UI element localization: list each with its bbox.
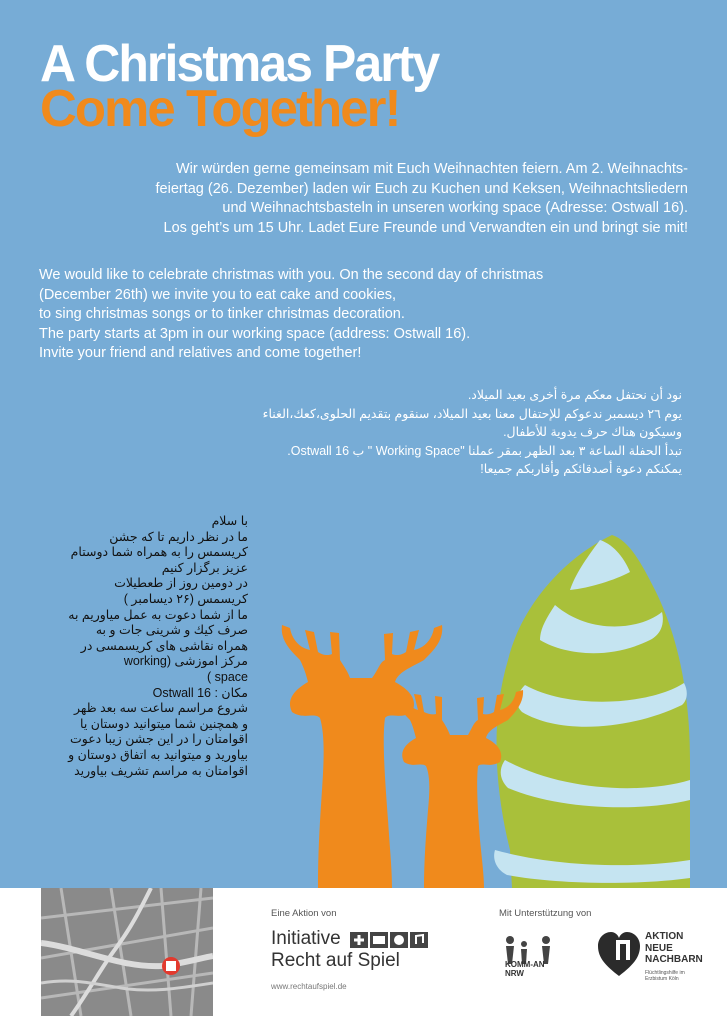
persian-line: اقوامتان به مراسم تشریف بیاورید	[74, 763, 248, 778]
komm-an-line-1: KOMM-AN	[505, 960, 545, 969]
initiative-line-1: Initiative	[271, 928, 341, 949]
arabic-line: تبدأ الحفلة الساعة ٣ بعد الظهر بمقر عملنا "Working Space " ب Ostwall 16.	[287, 443, 682, 458]
arabic-line: نود أن نحتفل معكم مرة أخرى بعيد الميلاد.	[467, 388, 682, 402]
title-line-1: A Christmas Party	[40, 35, 439, 93]
support-label: Mit Unterstützung von	[499, 908, 592, 919]
initiative-line-2: Recht auf Spiel	[271, 950, 400, 971]
komm-an-label	[505, 960, 545, 978]
aktion-neue-nachbarn-text	[645, 931, 703, 966]
persian-line: با سلام	[211, 514, 248, 528]
persian-line: و همچنین شما میتوانید دوستان یا	[80, 716, 248, 731]
persian-line: صرف کیك و شرینی جات و به	[95, 623, 248, 638]
english-line: (December 26th) we invite you to eat cake and cookies,	[39, 286, 397, 303]
persian-line: مکان : Ostwall 16	[152, 685, 248, 700]
ann-line-1: AKTION	[645, 931, 684, 942]
persian-line: کریسمس (۲۶ دیسامبر )	[123, 591, 248, 606]
footer	[0, 888, 727, 1027]
title-line-2: Come Together!	[40, 80, 400, 138]
komm-an-line-2: NRW	[505, 969, 524, 978]
aktion-neue-nachbarn-logo	[596, 930, 642, 978]
german-line: feiertag (26. Dezember) laden wir Euch zu Kuchen und Keksen, Weihnachtsliedern	[155, 180, 688, 197]
german-line: und Weihnachtsbasteln in unseren working space (Adresse: Ostwall 16).	[222, 200, 688, 216]
ann-line-3: NACHBARN	[645, 954, 703, 965]
english-line: Invite your friend and relatives and come together!	[39, 345, 362, 361]
persian-line: space )	[207, 669, 248, 684]
reindeer-illustration	[282, 625, 523, 888]
persian-line: در دومین روز از طعطیلات	[114, 576, 248, 591]
christmas-tree-illustration	[494, 535, 690, 888]
english-line: We would like to celebrate christmas with you. On the second day of christmas	[39, 267, 544, 283]
persian-line: همراه نقاشی های کریسمسی در	[80, 638, 248, 653]
persian-line: شروع مراسم ساعت سه بعد ظهر	[74, 701, 248, 716]
german-line: Wir würden gerne gemeinsam mit Euch Weihnachten feiern. Am 2. Weihnachts-	[175, 161, 688, 177]
persian-line: بیاورید و میتوانید به اتفاق دوستان و	[68, 747, 248, 762]
arabic-line: وسيكون هناك حرف يدوية للأطفال.	[503, 425, 682, 439]
city-map	[41, 888, 213, 1016]
persian-line: مرکز اموزشی (working	[123, 654, 248, 669]
german-line: Los geht’s um 15 Uhr. Ladet Eure Freunde und Verwandten ein und bringt sie mit!	[163, 219, 688, 236]
english-line: to sing christmas songs or to tinker christmas decoration.	[39, 306, 405, 322]
persian-line: کریسمس را به همراه شما دوستام	[70, 545, 248, 560]
initiative-url: www.rechtaufspiel.de	[271, 982, 347, 991]
english-line: The party starts at 3pm in our working space (address: Ostwall 16).	[39, 325, 471, 342]
ann-line-2: NEUE	[645, 942, 673, 954]
persian-line: اقوامتان را در این جشن زیبا دعوت	[70, 732, 248, 747]
persian-line: عزیز برگزار کنیم	[161, 560, 248, 575]
persian-line: ما در نظر داریم تا که جشن	[109, 529, 248, 544]
arabic-line: يمكنكم دعوة أصدقائكم وأقاربكم جميعا!	[480, 462, 682, 476]
action-label: Eine Aktion von	[271, 908, 337, 919]
persian-line: ما از شما دعوت به عمل میاوریم به	[68, 607, 248, 622]
arabic-line: يوم ٢٦ ديسمبر ندعوكم للإحتفال معنا بعيد الميلاد، سنقوم بتقديم الحلوى،كعك،الغناء	[262, 406, 682, 421]
initiative-icons	[350, 931, 430, 949]
aktion-neue-nachbarn-subtitle: Flüchtlingshilfe im Erzbistum Köln	[645, 970, 685, 982]
persian-paragraph	[28, 514, 248, 779]
